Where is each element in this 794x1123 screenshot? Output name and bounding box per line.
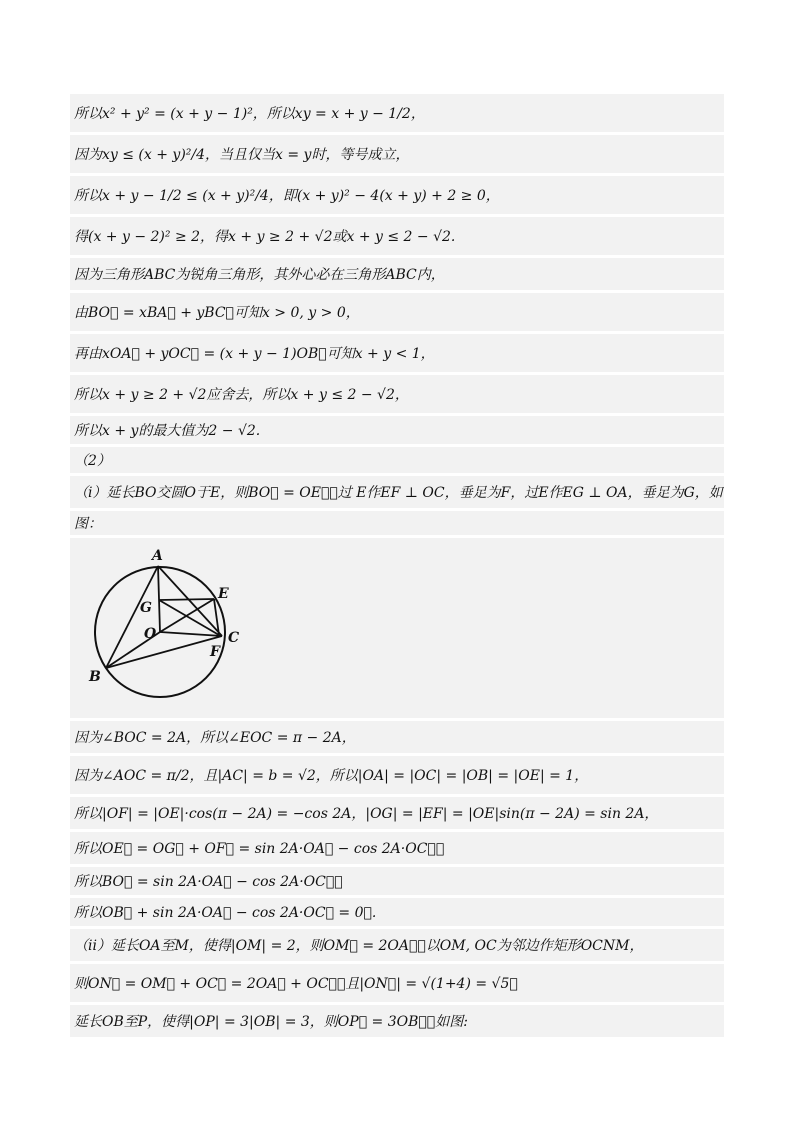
text-line: 延长OB至P，使得|OP| = 3|OB| = 3，则OP⃗ = 3OB⃗，如图: <box>70 1005 724 1037</box>
label-f: F <box>210 644 220 660</box>
segment-bc <box>106 636 222 668</box>
text-line: 得(x + y − 2)² ≥ 2，得x + y ≥ 2 + √2或x + y ≤ 2 − √2. <box>70 217 724 255</box>
text-line: （2） <box>70 447 724 473</box>
text-line: 所以BO⃗ = sin 2A·OA⃗ − cos 2A·OC⃗， <box>70 867 724 895</box>
text-line: 因为xy ≤ (x + y)²/4，当且仅当x = y时，等号成立， <box>70 135 724 173</box>
text-line: 因为三角形ABC为锐角三角形，其外心必在三角形ABC内， <box>70 258 724 290</box>
segment-ge <box>159 599 214 600</box>
text-line: 图： <box>70 511 724 535</box>
text-line: 则ON⃗ = OM⃗ + OC⃗ = 2OA⃗ + OC⃗，且|ON⃗| = √(1+4) = √5， <box>70 964 724 1002</box>
segment-oa <box>158 566 160 632</box>
segment-gf <box>159 600 219 635</box>
text-line: 所以OE⃗ = OG⃗ + OF⃗ = sin 2A·OA⃗ − cos 2A·OC⃗， <box>70 832 724 864</box>
text-line: 所以OB⃗ + sin 2A·OA⃗ − cos 2A·OC⃗ = 0⃗. <box>70 898 724 926</box>
circle-diagram <box>74 544 254 712</box>
segment-oc <box>160 632 222 636</box>
label-o: O <box>144 626 157 642</box>
label-c: C <box>228 630 240 646</box>
label-g: G <box>140 600 152 616</box>
text-line: 因为∠BOC = 2A，所以∠EOC = π − 2A， <box>70 721 724 753</box>
text-line: （ii）延长OA至M，使得|OM| = 2，则OM⃗ = 2OA⃗，以OM, OC为邻边作矩形OCNM， <box>70 929 724 961</box>
text-line: 所以x + y的最大值为2 − √2. <box>70 416 724 444</box>
text-line: 所以x + y ≥ 2 + √2应舍去，所以x + y ≤ 2 − √2， <box>70 375 724 413</box>
geometry-figure <box>70 538 724 718</box>
solution-document <box>70 94 724 1040</box>
text-line: 所以x + y − 1/2 ≤ (x + y)²/4，即(x + y)² − 4(x + y) + 2 ≥ 0， <box>70 176 724 214</box>
text-line: 因为∠AOC = π/2，且|AC| = b = √2，所以|OA| = |OC| = |OB| = |OE| = 1， <box>70 756 724 794</box>
text-line: 由BO⃗ = xBA⃗ + yBC⃗可知x > 0, y > 0， <box>70 293 724 331</box>
label-e: E <box>218 586 229 602</box>
text-line: 所以x² + y² = (x + y − 1)²，所以xy = x + y − 1/2， <box>70 94 724 132</box>
label-b: B <box>89 669 101 685</box>
segment-ab <box>106 566 158 668</box>
text-line: （i）延长BO交圆O于E，则BO⃗ = OE⃗，过 E作EF ⊥ OC，垂足为F，过E作EG ⊥ OA，垂足为G，如 <box>70 476 724 508</box>
text-line: 所以|OF| = |OE|·cos(π − 2A) = −cos 2A，|OG| = |EF| = |OE|sin(π − 2A) = sin 2A， <box>70 797 724 829</box>
text-line: 再由xOA⃗ + yOC⃗ = (x + y − 1)OB⃗可知x + y < 1， <box>70 334 724 372</box>
label-a: A <box>152 548 163 564</box>
